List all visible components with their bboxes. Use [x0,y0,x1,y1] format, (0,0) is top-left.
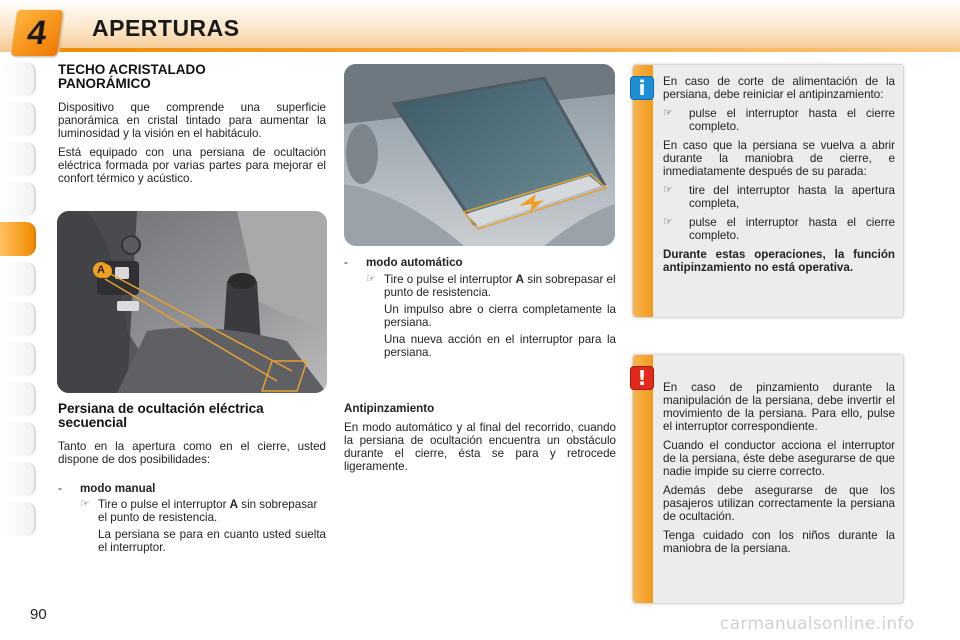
page-number: 90 [30,606,47,623]
chapter-tab[interactable] [0,342,36,376]
chapter-tab-active[interactable] [0,222,36,256]
info-icon: i [630,76,654,100]
chapter-title: APERTURAS [92,15,240,41]
auto-mode-label: modo automático [366,256,463,269]
pointing-hand-icon: ☞ [663,184,673,196]
auto-mode-note: Un impulso abre o cierra completamente la persiana. [384,303,616,329]
auto-mode-details: ☞ Tire o pulse el interruptor A sin sobrepasar el punto de resistencia. Un impulso abre o cierra completamente la persiana. Una nueva acción en el interruptor para la persiana. [366,273,616,359]
warning-paragraph: En caso de pinzamiento durante la manipulación de la persiana, debe invertir el movimiento de la persiana. Para ello, pulse el interruptor correspondiente. [663,381,895,433]
auto-mode-note: Una nueva acción en el interruptor para la persiana. [384,333,616,359]
watermark: carmanualsonline.info [720,614,915,634]
pointing-hand-icon: ☞ [80,498,90,510]
info-warning-note: Durante estas operaciones, la función antipinzamiento no está operativa. [663,248,895,274]
chapter-number-badge: 4 [11,10,63,56]
panoramic-roof-photo [344,64,615,246]
info-paragraph: En caso que la persiana se vuelva a abrir durante la maniobra de cierre, e inmediatamente después de su parada: [663,139,895,178]
warning-icon: ! [630,366,654,390]
chapter-tab[interactable] [0,502,36,536]
manual-mode-label: modo manual [80,482,156,495]
chapter-tab[interactable] [0,422,36,456]
warning-paragraph: Cuando el conductor acciona el interruptor de la persiana, éste debe asegurarse de que nadie impide su cierre correcto. [663,439,895,478]
header-rule [60,48,960,52]
manual-mode-note: La persiana se para en cuanto usted suelta el interruptor. [98,528,326,554]
chapter-tab[interactable] [0,142,36,176]
antipinch-text: En modo automático y al final del recorrido, cuando la persiana de ocultación encuentra un obstáculo durante el cierre, ésta se para y retrocede ligeramente. [344,421,616,473]
blind-section [58,402,326,554]
blind-heading: Persiana de ocultación eléctrica secuencial [58,401,264,430]
manual-mode-details: ☞ Tire o pulse el interruptor A sin sobrepasar el punto de resistencia. La persiana se para en cuanto usted suelta el interruptor. [80,498,326,554]
chapter-tab[interactable] [0,182,36,216]
warning-paragraph: Además debe asegurarse de que los pasajeros utilizan correctamente la persiana de ocultación. [663,484,895,523]
console-switch-photo [57,211,327,393]
antipinch-section [344,402,616,479]
chapter-tabs [0,62,36,542]
section-title: TECHO ACRISTALADO PANORÁMICO [58,62,206,91]
pointing-hand-icon: ☞ [663,216,673,228]
intro-paragraph: Está equipado con una persiana de ocultación eléctrica formada por varias partes para mejorar el confort térmico y acústico. [58,146,326,185]
pointing-hand-icon: ☞ [366,273,376,285]
info-box: En caso de corte de alimentación de la persiana, debe reiniciar el antipinzamiento: ☞ pulse el interruptor hasta el cierre completo. En caso que la persiana se vuelva a abrir durante la maniobra de cierre, e inmediatamente después de su parada: ☞ tire del interruptor hasta la apertura completa, ☞ pulse el interruptor hasta el cierre completo. Durante estas operaciones, la función antipinzamiento no está operativa. [632,64,904,318]
chapter-tab[interactable] [0,302,36,336]
antipinch-heading: Antipinzamiento [344,402,435,415]
manual-mode-item: - modo manual [58,482,156,495]
roof-intro-section [58,63,326,191]
chapter-tab[interactable] [0,262,36,296]
blind-intro: Tanto en la apertura como en el cierre, usted dispone de dos posibilidades: [58,440,326,466]
info-paragraph: En caso de corte de alimentación de la persiana, debe reiniciar el antipinzamiento: [663,75,895,101]
warning-box [632,354,904,604]
chapter-tab[interactable] [0,382,36,416]
intro-paragraph: Dispositivo que comprende una superficie panorámica en cristal tintado para aumentar la luminosidad y la visión en el habitáculo. [58,101,326,140]
chapter-tab[interactable] [0,62,36,96]
chapter-tab[interactable] [0,462,36,496]
auto-mode-item: - modo automático [344,256,463,269]
warning-paragraph: Tenga cuidado con los niños durante la maniobra de la persiana. [663,529,895,555]
chapter-tab[interactable] [0,102,36,136]
auto-mode-section [344,256,616,359]
switch-a-label: A [93,262,109,278]
pointing-hand-icon: ☞ [663,107,673,119]
